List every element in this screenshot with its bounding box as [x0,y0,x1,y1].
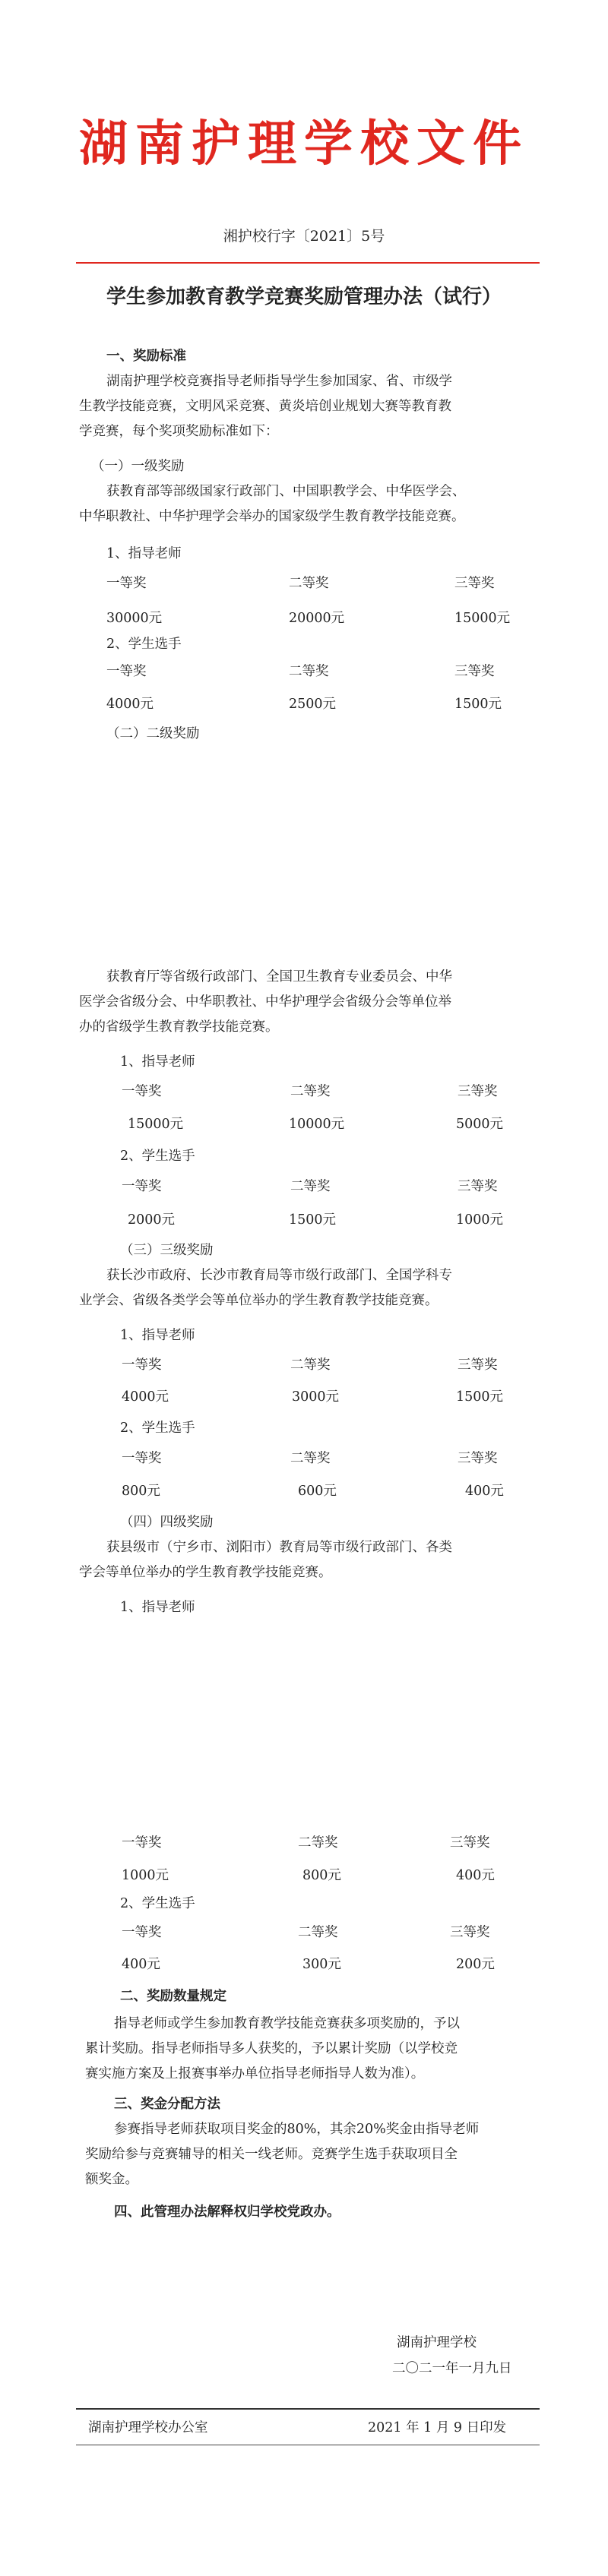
level-1-student-prize-names [0,659,608,684]
amount-third: 15000元 [454,611,511,626]
section-3-heading: 三、奖金分配方法 [114,2097,220,2112]
prize-first: 一等奖 [122,1925,162,1940]
prize-first: 一等奖 [106,664,147,679]
level-3-student-amounts [0,1479,608,1504]
level-1-teacher-prize-names [0,571,608,596]
prize-third: 三等奖 [458,1358,498,1373]
level-3-teacher-prize-names [0,1353,608,1378]
footer-print-date: 2021 年 1 月 9 日印发 [368,2420,507,2435]
level-4-teacher-label: 1、指导老师 [120,1600,195,1615]
prize-third: 三等奖 [450,1925,490,1940]
prize-first: 一等奖 [122,1451,162,1466]
amount-first: 4000元 [122,1389,169,1405]
amount-first: 15000元 [128,1117,184,1132]
amount-second: 2500元 [289,697,337,712]
prize-first: 一等奖 [122,1084,162,1099]
level-2-student-label: 2、学生选手 [120,1149,195,1164]
section-2-line-3: 赛实施方案及上报赛事举办单位指导老师指导人数为准）。 [85,2066,425,2081]
level-4-title: （四）四级奖励 [120,1515,214,1530]
level-2-title: （二）二级奖励 [106,726,200,741]
amount-third: 400元 [465,1484,504,1499]
prize-third: 三等奖 [454,664,495,679]
header-divider [76,262,540,264]
level-2-student-prize-names [0,1174,608,1199]
prize-second: 二等奖 [290,1084,331,1099]
level-3-teacher-label: 1、指导老师 [120,1328,195,1343]
intro-line-2: 生教学技能竞赛，文明风采竞赛、黄炎培创业规划大赛等教育教 [79,399,451,414]
amount-second: 600元 [298,1484,337,1499]
intro-line-3: 学竞赛，每个奖项奖励标准如下： [79,424,279,439]
section-3-line-3: 额奖金。 [85,2172,138,2187]
signature-date: 二〇二一年一月九日 [392,2361,512,2376]
level-1-teacher-label: 1、指导老师 [106,546,182,561]
level-4-student-amounts [0,1952,608,1977]
level-4-student-prize-names [0,1920,608,1945]
level-2-teacher-prize-names [0,1079,608,1105]
level-1-teacher-amounts [0,606,608,631]
prize-second: 二等奖 [289,576,329,591]
amount-second: 20000元 [289,611,345,626]
amount-third: 1500元 [456,1389,504,1405]
level-1-student-amounts [0,692,608,717]
amount-second: 300元 [302,1957,341,1972]
level-3-student-label: 2、学生选手 [120,1421,195,1436]
amount-first: 2000元 [128,1212,176,1228]
level-4-student-label: 2、学生选手 [120,1896,195,1911]
amount-second: 3000元 [292,1389,340,1405]
amount-second: 10000元 [289,1117,345,1132]
amount-third: 1500元 [454,697,502,712]
level-3-desc-1: 获长沙市政府、长沙市教育局等市级行政部门、全国学科专 [106,1268,452,1283]
prize-first: 一等奖 [122,1179,162,1194]
prize-first: 一等奖 [106,576,147,591]
level-2-desc-1: 获教育厅等省级行政部门、全国卫生教育专业委员会、中华 [106,969,452,985]
section-4-heading: 四、此管理办法解释权归学校党政办。 [114,2205,340,2220]
footer-top-line [76,2408,540,2410]
document-number: 湘护校行字〔2021〕5号 [223,228,385,245]
amount-first: 800元 [122,1484,160,1499]
section-3-line-1: 参赛指导老师获取项目奖金的80%，其余20%奖金由指导老师 [114,2122,480,2137]
prize-second: 二等奖 [290,1451,331,1466]
section-1-heading: 一、奖励标准 [106,349,186,364]
section-2-heading: 二、奖励数量规定 [120,1989,226,2004]
section-3-line-2: 奖励给参与竞赛辅导的相关一线老师。竞赛学生选手获取项目全 [85,2147,458,2162]
level-2-teacher-amounts [0,1112,608,1137]
level-2-student-amounts [0,1208,608,1233]
level-1-desc-2: 中华职教社、中华护理学会举办的国家级学生教育教学技能竞赛。 [79,509,465,524]
prize-third: 三等奖 [458,1451,498,1466]
prize-second: 二等奖 [298,1835,338,1851]
amount-second: 1500元 [289,1212,337,1228]
prize-third: 三等奖 [458,1084,498,1099]
prize-third: 三等奖 [454,576,495,591]
amount-third: 5000元 [456,1117,504,1132]
level-2-desc-3: 办的省级学生教育教学技能竞赛。 [79,1019,279,1035]
level-2-desc-2: 医学会省级分会、中华职教社、中华护理学会省级分会等单位举 [79,994,451,1010]
amount-second: 800元 [302,1868,341,1883]
section-2-line-2: 累计奖励。指导老师指导多人获奖的，予以累计奖励（以学校竞 [85,2041,458,2056]
footer-office: 湖南护理学校办公室 [88,2420,208,2435]
level-1-desc-1: 获教育部等部级国家行政部门、中国职教学会、中华医学会、 [106,484,466,499]
prize-second: 二等奖 [290,1179,331,1194]
level-4-desc-2: 学会等单位举办的学生教育教学技能竞赛。 [79,1565,332,1580]
amount-first: 1000元 [122,1868,169,1883]
level-4-teacher-amounts [0,1863,608,1889]
amount-third: 400元 [456,1868,495,1883]
prize-second: 二等奖 [298,1925,338,1940]
level-4-teacher-prize-names [0,1831,608,1856]
level-4-desc-1: 获县级市（宁乡市、浏阳市）教育局等市级行政部门、各类 [106,1540,452,1555]
level-2-teacher-label: 1、指导老师 [120,1054,195,1070]
intro-line-1: 湖南护理学校竞赛指导老师指导学生参加国家、省、市级学 [106,374,452,389]
level-1-title: （一）一级奖励 [91,459,185,474]
amount-first: 400元 [122,1957,160,1972]
level-3-title: （三）三级奖励 [120,1243,214,1258]
document-title: 学生参加教育教学竞赛奖励管理办法（试行） [106,286,502,308]
amount-third: 200元 [456,1957,495,1972]
amount-third: 1000元 [456,1212,504,1228]
prize-first: 一等奖 [122,1358,162,1373]
prize-second: 二等奖 [289,664,329,679]
level-1-student-label: 2、学生选手 [106,637,182,652]
section-2-line-1: 指导老师或学生参加教育教学技能竞赛获多项奖励的，予以 [114,2016,460,2031]
prize-second: 二等奖 [290,1358,331,1373]
amount-first: 30000元 [106,611,163,626]
document-header-title: 湖南护理学校文件 [79,115,529,172]
prize-third: 三等奖 [450,1835,490,1851]
level-3-teacher-amounts [0,1385,608,1410]
level-3-desc-2: 业学会、省级各类学会等单位举办的学生教育教学技能竞赛。 [79,1293,439,1308]
amount-first: 4000元 [106,697,154,712]
signature-org: 湖南护理学校 [397,2335,477,2350]
prize-third: 三等奖 [458,1179,498,1194]
level-3-student-prize-names [0,1446,608,1471]
prize-first: 一等奖 [122,1835,162,1851]
